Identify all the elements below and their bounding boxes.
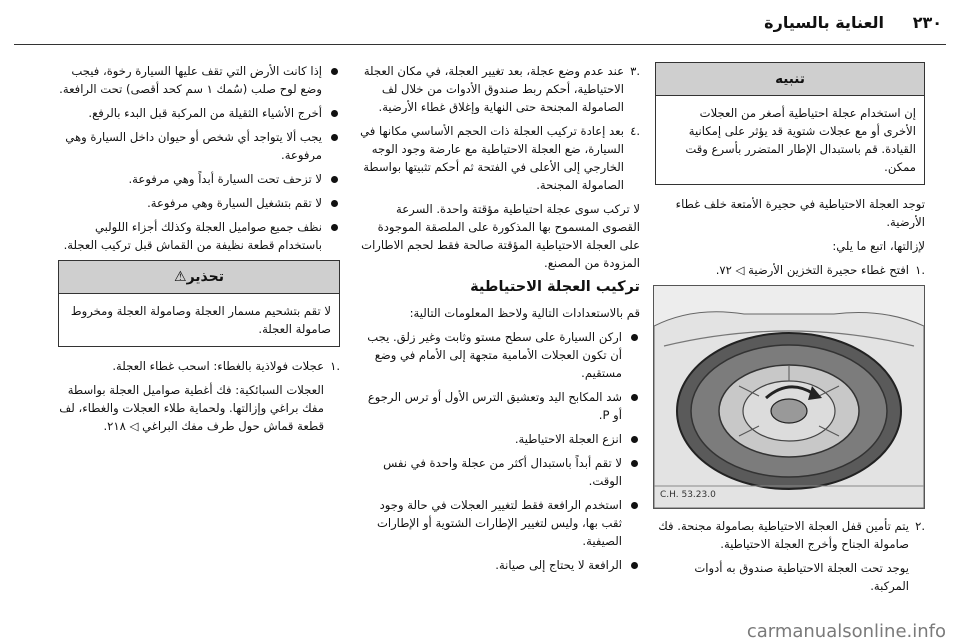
- left-column: [58, 62, 340, 441]
- warning-text: لا تقم بتشحيم مسمار العجلة وصامولة العجلة ومخروط صامولة العجلة.: [70, 304, 331, 336]
- watermark: carmanualsonline.info: [746, 621, 946, 642]
- wheel-step-1-text: عجلات فولاذية بالغطاء: اسحب غطاء العجلة.: [112, 359, 324, 373]
- intro-text: توجد العجلة الاحتياطية في حجيرة الأمتعة خلف غطاء الأرضية.: [675, 197, 925, 229]
- list-item: اركن السيارة على سطح مستو وثابت وغير زلق. يجب أن تكون العجلات الأمامية متجهة إلى الأمام في وضع مستقيم.: [358, 328, 640, 382]
- step-4: [358, 122, 640, 194]
- step-4-number: .٤: [630, 124, 640, 138]
- list-item: لا تقم بتشغيل السيارة وهي مرفوعة.: [58, 194, 340, 212]
- list-item: لا تقم أبداً باستبدال أكثر من عجلة واحدة في نفس الوقت.: [358, 454, 640, 490]
- page-number: ٢٣٠: [912, 13, 942, 32]
- bullet-icon: [631, 436, 638, 443]
- list-item: شد المكابح اليد وتعشيق الترس الأول أو ترس الرجوع أو P.: [358, 388, 640, 424]
- wheel-step-1-continued: العجلات السبائكية: فك أغطية صواميل العجلة بواسطة مفك براغي وإزالتها. ولحماية طلاء العجلات والغطاء، لف قطعة قماش حول طرف مفك البراغي ◁ ٢١٨.: [59, 383, 324, 433]
- bullet-icon: [631, 334, 638, 341]
- list-item: إذا كانت الأرض التي تقف عليها السيارة رخوة، فيجب وضع لوح صلب (سُمك ١ سم كحد أقصى) تحت الرافعة.: [58, 62, 340, 98]
- list-item: استخدم الرافعة فقط لتغيير العجلات في حالة وجود ثقب بها، وليس لتغيير الإطارات الشتوية أو الإطارات الصيفية.: [358, 496, 640, 550]
- step-2-number: .٢: [915, 519, 925, 533]
- right-column: [655, 62, 925, 601]
- warning-header: [59, 261, 339, 294]
- bullet-icon: [331, 68, 338, 75]
- step-1-number: .١: [915, 263, 925, 277]
- step-2: [655, 517, 925, 553]
- warning-triangle-icon: ⚠: [174, 269, 187, 285]
- warning-title: تحذير: [186, 269, 224, 285]
- bullet-icon: [331, 176, 338, 183]
- bullet-icon: [631, 562, 638, 569]
- spare-wheel-illustration: [653, 285, 925, 509]
- warning-box: [58, 260, 340, 347]
- preparation-intro: قم بالاستعدادات التالية ولاحظ المعلومات التالية:: [409, 306, 640, 320]
- middle-column: [358, 62, 640, 580]
- step-3-text: عند عدم وضع عجلة، بعد تغيير العجلة، في مكان العجلة الاحتياطية، أحكم ربط صندوق الأدوات من خلال لف الصامولة المجنحة حتى النهاية وإغلاق غطاء الأرضية.: [363, 64, 624, 114]
- remove-instruction: لإزالتها، اتبع ما يلي:: [832, 239, 925, 253]
- list-item: يجب ألا يتواجد أي شخص أو حيوان داخل السيارة وهي مرفوعة.: [58, 128, 340, 164]
- wheel-step-1: [58, 357, 340, 375]
- bullet-icon: [331, 110, 338, 117]
- notice-title: تنبيه: [656, 63, 924, 96]
- bullet-icon: [331, 224, 338, 231]
- section-heading: تركيب العجلة الاحتياطية: [470, 279, 640, 295]
- step-4-text: بعد إعادة تركيب العجلة ذات الحجم الأساسي مكانها في السيارة، ضع العجلة الاحتياطية مع عارضة وجود الوجه الخارجي إلى الأعلى في الفتحة ثم أحكم تثبيتها بواسطة الصامولة المجنحة.: [360, 124, 624, 192]
- list-item: الرافعة لا يحتاج إلى صيانة.: [358, 556, 640, 574]
- header-rule: [14, 44, 946, 45]
- wheel-step-1-number: .١: [330, 359, 340, 373]
- section-title: العناية بالسيارة: [764, 13, 884, 32]
- notice-text: إن استخدام عجلة احتياطية أصغر من العجلات الأخرى أو مع عجلات شتوية قد يؤثر على إمكانية القيادة. قم باستبدال الإطار المتضرر بأسرع وقت ممكن.: [685, 106, 916, 174]
- step-3-number: .٣: [630, 64, 640, 78]
- list-item: أخرج الأشياء الثقيلة من المركبة قبل البدء بالرفع.: [58, 104, 340, 122]
- bullet-icon: [331, 134, 338, 141]
- bullet-icon: [631, 394, 638, 401]
- bullet-icon: [631, 502, 638, 509]
- spare-wheel-drawing: [654, 286, 924, 508]
- list-item: لا تزحف تحت السيارة أبداً وهي مرفوعة.: [58, 170, 340, 188]
- bullet-icon: [631, 460, 638, 467]
- figure-code: C.H. 53.23.0: [660, 490, 716, 500]
- bullet-icon: [331, 200, 338, 207]
- step-2-text: يتم تأمين قفل العجلة الاحتياطية بصامولة مجنحة. فك صامولة الجناح وأخرج العجلة الاحتياطية.: [658, 519, 909, 551]
- temporary-spare-note: لا تركب سوى عجلة احتياطية مؤقتة واحدة. السرعة القصوى المسموح بها المذكورة على الملصقة الموجودة على العجلة الاحتياطية المؤقتة صالحة فقط لحجم الاطارات المزودة من المصنع.: [361, 202, 640, 270]
- tools-note: يوجد تحت العجلة الاحتياطية صندوق به أدوات المركبة.: [694, 561, 909, 593]
- list-item: نظف جميع صواميل العجلة وكذلك أجزاء اللولبي باستخدام قطعة نظيفة من القماش قبل تركيب العجلة.: [58, 218, 340, 254]
- step-1: [655, 261, 925, 279]
- list-item: انزع العجلة الاحتياطية.: [358, 430, 640, 448]
- step-1-text: افتح غطاء حجيرة التخزين الأرضية ◁ ٧٢.: [715, 263, 909, 277]
- notice-box: [655, 62, 925, 185]
- step-3: [358, 62, 640, 116]
- page-header: [0, 0, 960, 44]
